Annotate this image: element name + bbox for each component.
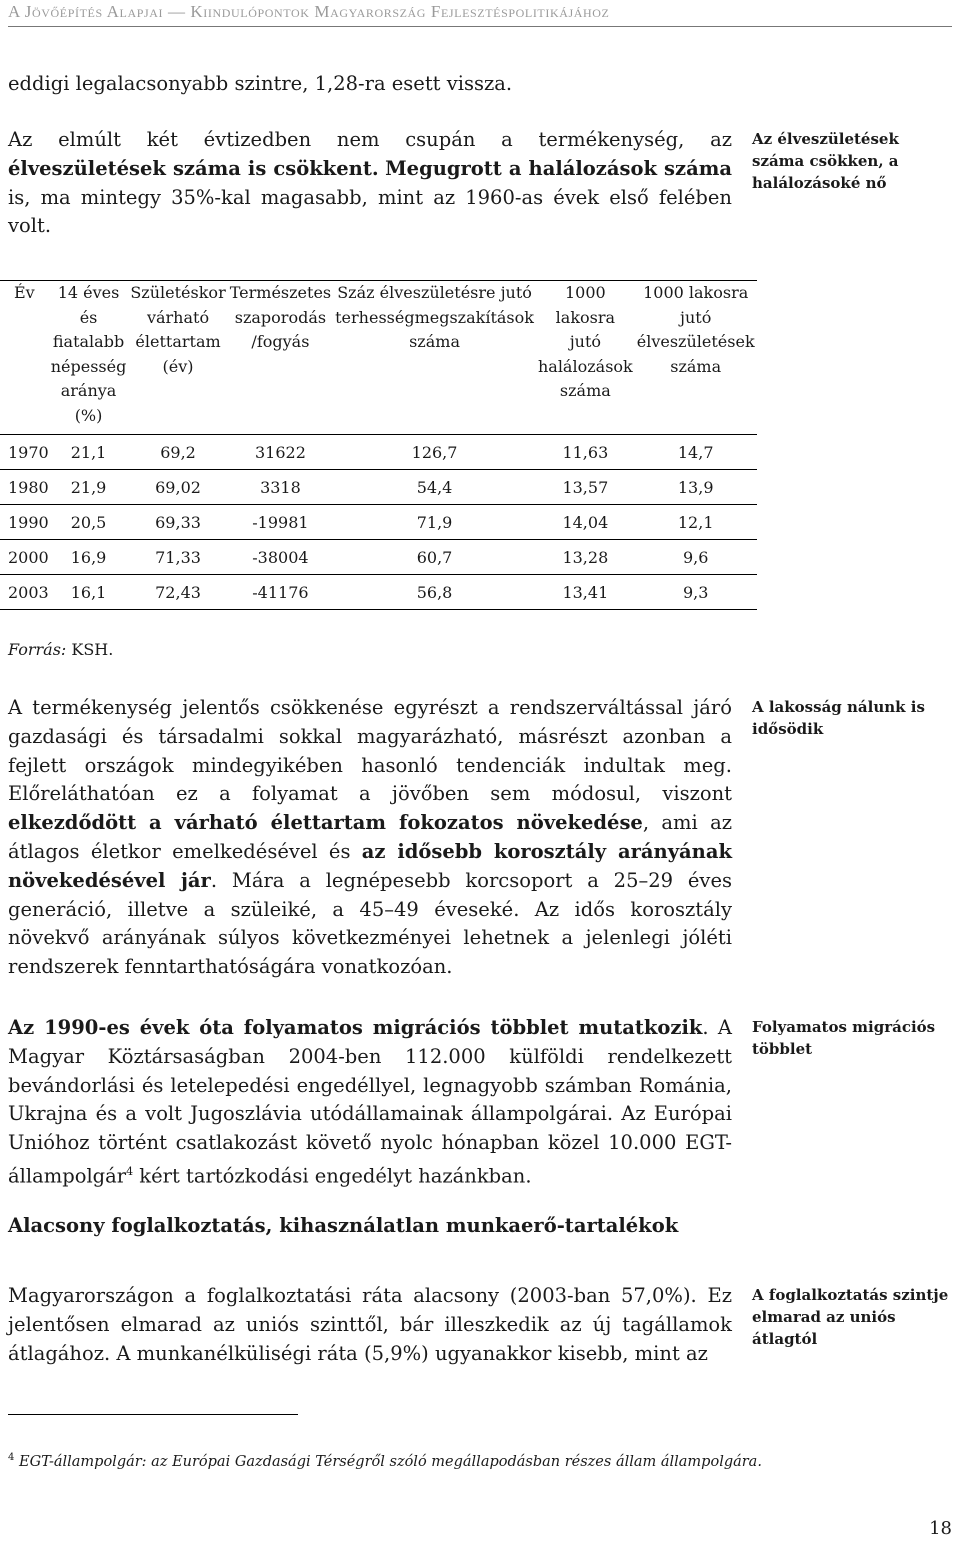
table-header-row — [0, 281, 757, 435]
text: kért tartózkodási engedélyt hazánkban. — [133, 1164, 532, 1188]
footnote-divider — [8, 1414, 298, 1415]
margin-note-births: Az élveszületések száma csökken, a halálozásoké nő — [752, 130, 899, 192]
cell: 9,3 — [635, 575, 757, 610]
cell: 14,04 — [536, 505, 635, 540]
running-header: A Jövőépítés Alapjai — Kiindulópontok Magyarország Fejlesztéspolitikájához — [8, 2, 952, 27]
demographic-table — [0, 280, 757, 610]
cell-year: 1990 — [0, 505, 49, 540]
cell: 56,8 — [333, 575, 536, 610]
table-row — [0, 470, 757, 505]
source-label: Forrás: — [8, 640, 67, 659]
cell: 71,9 — [333, 505, 536, 540]
cell: 69,02 — [128, 470, 227, 505]
cell: 11,63 — [536, 435, 635, 470]
paragraph-intro-line: eddigi legalacsonyabb szintre, 1,28-ra esett vissza. — [8, 72, 513, 95]
footnote-number: 4 — [8, 1452, 15, 1463]
cell: 13,9 — [635, 470, 757, 505]
col-header-youth-share: 14 éves és fiatalabb népesség aránya (%) — [50, 283, 127, 425]
col-header-deaths: 1000 lakosra jutó halálozások száma — [537, 283, 633, 400]
emphasis: elkezdődött a várható élettartam fokozatos növekedése — [8, 811, 643, 835]
cell: 13,57 — [536, 470, 635, 505]
cell: 14,7 — [635, 435, 757, 470]
cell: 3318 — [228, 470, 333, 505]
table-row — [0, 435, 757, 470]
cell: 71,33 — [128, 540, 227, 575]
emphasis: Megugrott a halálozások száma — [385, 156, 732, 180]
text: . Mára a legnépesebb korcsoport a 25–29 éves generáció, illetve a szüleiké, a 45–49 éveseké. Az idős korosztály növekvő arányának súlyos következményei lehetnek a jelenlegi jóléti rendszerek fenntarthatóságára vonatkozóan. — [8, 868, 732, 979]
col-header-abortions: Száz élveszületésre jutó terhességmegszakítások száma — [335, 283, 534, 351]
cell: 20,5 — [49, 505, 129, 540]
cell: 12,1 — [635, 505, 757, 540]
cell: 21,1 — [49, 435, 129, 470]
cell: 69,2 — [128, 435, 227, 470]
cell: 13,28 — [536, 540, 635, 575]
cell: 72,43 — [128, 575, 227, 610]
emphasis: az idősebb korosztály arányának növekedésével jár — [8, 839, 732, 892]
cell: 60,7 — [333, 540, 536, 575]
margin-note-employment: A foglalkoztatás szintje elmarad az uniós átlagtól — [752, 1286, 949, 1348]
paragraph-employment: Magyarországon a foglalkoztatási ráta alacsony (2003-ban 57,0%). Ez jelentősen elmarad az uniós szinttől, bár illeszkedik az új tagállamok átlagához. A munkanélküliségi ráta (5,9%) ugyanakkor kisebb, mint az — [8, 1284, 732, 1365]
cell: 126,7 — [333, 435, 536, 470]
table-source — [8, 640, 113, 659]
cell: -38004 — [228, 540, 333, 575]
paragraph-aging — [8, 694, 732, 982]
section-heading: Alacsony foglalkoztatás, kihasználatlan munkaerő-tartalékok — [8, 1214, 679, 1237]
cell: 13,41 — [536, 575, 635, 610]
cell-year: 2000 — [0, 540, 49, 575]
text: , ami az átlagos életkor emelkedésével és — [8, 811, 732, 863]
table-row — [0, 540, 757, 575]
cell: 54,4 — [333, 470, 536, 505]
cell: 31622 — [228, 435, 333, 470]
cell-year: 1980 — [0, 470, 49, 505]
cell: 16,9 — [49, 540, 129, 575]
source-value: KSH. — [66, 640, 114, 659]
cell: -19981 — [228, 505, 333, 540]
cell: 16,1 — [49, 575, 129, 610]
cell: 21,9 — [49, 470, 129, 505]
table-row — [0, 575, 757, 610]
text: Az elmúlt két évtizedben nem csupán a termékenység, az — [8, 128, 732, 151]
margin-note-aging: A lakosság nálunk is idősödik — [752, 698, 925, 738]
cell: 9,6 — [635, 540, 757, 575]
page-number: 18 — [929, 1518, 952, 1539]
table-row — [0, 505, 757, 540]
margin-note-migration: Folyamatos migrációs többlet — [752, 1018, 936, 1058]
footnote-text: EGT-állampolgár: az Európai Gazdasági Térségről szóló megállapodásban részes állam állampolgára. — [14, 1453, 762, 1470]
emphasis: élveszületések száma is csökkent. — [8, 156, 379, 180]
cell: 69,33 — [128, 505, 227, 540]
text: . A Magyar Köztársaságban 2004-ben 112.000 külföldi rendelkezett bevándorlási és letelepedési engedéllyel, legnagyobb számban Románia, Ukrajna és a volt Jugoszlávia utódállamainak állampolgárai. Az Európai Unióhoz történt csatlakozást követő nyolc hónapban közel 10.000 EGT-állampolgár — [8, 1016, 732, 1188]
footnote-ref[interactable]: 4 — [126, 1164, 134, 1178]
emphasis: Az 1990-es évek óta folyamatos migrációs többlet mutatkozik — [8, 1016, 703, 1039]
footnote — [8, 1452, 762, 1470]
cell-year: 2003 — [0, 575, 49, 610]
text: is, ma mintegy 35%-kal magasabb, mint az 1960-as évek első felében volt. — [8, 185, 732, 238]
cell: -41176 — [228, 575, 333, 610]
text: A termékenység jelentős csökkenése egyrészt a rendszerváltással járó gazdasági és társadalmi sokkal magyarázható, másrészt azonban a fejlett országok mindegyikében hasonló tendenciák indultak meg. Előreláthatóan ez a folyamat a jövőben sem módosul, viszont — [8, 696, 732, 806]
cell-year: 1970 — [0, 435, 49, 470]
col-header-life-expectancy: Születéskor várható élettartam (év) — [130, 283, 226, 376]
col-header-natural-increase: Természetes szaporodás /fogyás — [229, 283, 332, 351]
paragraph-births-deaths — [8, 126, 732, 241]
paragraph-migration — [8, 1014, 732, 1191]
col-header-year: Év — [14, 283, 35, 302]
col-header-births: 1000 lakosra jutó élveszületések száma — [636, 283, 755, 376]
